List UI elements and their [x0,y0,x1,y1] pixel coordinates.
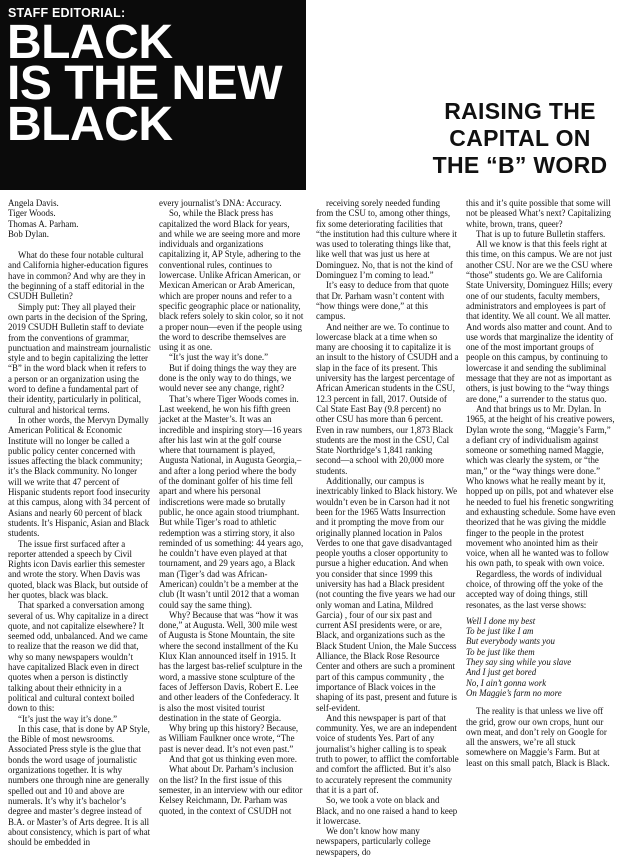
name-line: Angela Davis. [8,198,59,208]
paragraph: And that got us thinking even more. [169,754,297,765]
paragraph: receiving sorely needed funding from the CSU to, among other things, fix some deteriorating facilities that “the institution had this culture where it was used to tolerating things like that, like well that was just us here at Dominguez. No, that is not the kind of Dominguez I’m coming to lead.” [316,198,457,281]
subheadline-line: CAPITAL ON [449,125,591,151]
paragraph: So, we took a vote on black and Black, and no one raised a hand to keep it lowercase. [316,795,458,826]
subheadline-line: RAISING THE [444,98,596,124]
kicker: STAFF EDITORIAL: [8,6,126,20]
article-column-4 [466,198,616,818]
verse-line: To be just like I am [466,626,534,637]
verse-line: They say sing while you slave [466,657,572,668]
article-column-1 [8,198,151,848]
paragraph: Simply put: They all played their own parts in the decision of the Spring, 2019 CSUDH Bulletin staff to deviate from the conventions of grammar, punctuation and mainstream journalistic style and to begin capitalizing the letter “B” in the word black when it refers to a person or an organization using the word to define a fundamental part of their identity, particularly in political, cultural and historical terms. [8,301,151,415]
paragraph: That’s where Tiger Woods comes in. Last weekend, he won his fifth green jacket at the Master’s. It was an incredible and inspiring story—16 years after his last win at the golf course where that tournament is played, Augusta National, in Augusta Georgia,–and after a long period where the body of the dominant golfer of his time fell apart and where his personal indiscretions were made so brutally public, he once again stood triumphant. But while Tiger’s road to athletic redemption was a stirring story, it also reminded of us something: 44 years ago, he couldn’t have even played at that tournament, and 29 years ago, a Black man (Tiger’s dad was African-American) couldn’t be a member at the club (It wasn’t until 2012 that a woman could say the same thing). [159,393,304,610]
paragraph: But if doing things the way they are done is the only way to do things, we would never see any change, right? [159,362,297,394]
verse-line: On Maggie’s farm no more [466,687,562,698]
paragraph: “It’s just the way it’s done.” [169,352,269,363]
headline-box [0,0,306,190]
verse-line: And I just get bored [466,667,537,678]
headline-line: IS THE NEW [7,57,283,110]
paragraph: Additionally, our campus is inextricably linked to Black history. We wouldn’t even be in Carson had it not been for the 1965 Watts Insurrection and it prompting the move from our originally planned location in Palos Verdes to one that gave disadvantaged people youths a closer opportunity to pursue a higher education. And when you consider that since 1999 this university has had a Black president (not counting the five years we had our only woman and Latina, Mildred Garcia) , four of our six past and current ASI presidents were, or are, Black, and organizations such as the Black Student Union, the Male Success Alliance, the Black Rose Resource Center and others are such a prominent part of this campus community , the importance of Black voices in the shaping of its past, present and future is self-evident. [316,476,458,713]
article-column-3 [316,198,459,857]
paragraph: We don’t know how many newspapers, particularly college newspapers, do [316,826,431,857]
paragraph: That is up to future Bulletin staffers. [476,228,606,239]
verse-line: Well I done my best [466,615,536,626]
paragraph: What do these four notable cultural and California higher-education figures have in common? And why are they in the beginning of a staff editorial in the CSUDH Bulletin? [8,250,149,302]
name-line: Thomas A. Parham. [8,218,79,229]
name-line: Bob Dylan. [8,228,49,239]
subheadline-line: THE “B” WORD [432,152,608,178]
paragraph: So, while the Black press has capitalized the word Black for years, and while we are seeing more and more individuals and organizations capitalizing it, AP Style, adhering to the conventional rules, continues to lowercase. Unlike African American, or Mexican American or Arab American, which are proper nouns and refer to a specific geographic place or nationality, black refers solely to skin color, so it not a proper noun—even if the people using the word to describe themselves are using it as one. [159,208,304,353]
paragraph: And neither are we. To continue to lowercase black at a time when so many are choosing it to capitalize it is an insult to the history of CSUDH and a slap in the face of its present. This university has the largest percentage of African American students in the CSU, 12.3 percent in fall, 2017. Outside of Cal State East Bay (9.8 percent) no other CSU has more than 6 percent. Even in raw numbers, our 1,873 Black students are the most in the CSU, Cal State Northridge’s 1,841 ranking second—a school with 20,000 more students. [316,321,459,476]
paragraph: Regardless, the words of individual choice, of throwing off the yoke of the accepted way of doing things, still resonates, as the last verse shows: [466,568,603,610]
paragraph: In other words, the Mervyn Dymally American Political & Economic Institute will no longer be called a public policy center concerned with issues affecting the black community; it’s the Black community. No longer will we write that 47 percent of Hispanic students report food insecurity at this campus, along with 34 percent of Asians and nearly 60 percent of black students. It’s Hispanic, Asian and Black students. [8,414,150,539]
paragraph: What about Dr. Parham’s inclusion on the list? In the first issue of this semester, in an interview with our editor Kelsey Reichmann, Dr. Parham was quoted, in the context of CSUDH not [159,764,303,816]
headline-line: BLACK [7,16,173,69]
paragraph: The issue first surfaced after a reporter attended a speech by Civil Rights icon Davis earlier this semester and wrote the story. When Davis was quoted, black was Black, but outside of her quotes, black was black. [8,538,148,600]
verse-line: But everybody wants you [466,636,555,647]
verse-line: To be just like them [466,646,535,657]
article-column-2 [159,198,304,818]
paragraph: “It’s just the way it’s done.” [18,713,118,724]
name-list [8,198,151,239]
name-line: Tiger Woods. [8,208,56,219]
song-verse [466,616,616,698]
paragraph: That sparked a conversation among several of us. Why capitalize in a direct quote, and not capitalize elsewhere? It seemed odd, unbalanced. And we came to realize that the reason we did that, why so many newspapers wouldn’t have capitalized Black even in direct quotes when a person is distinctly talking about their ethnicity in a political and cultural context boiled down to this: [8,600,149,714]
paragraph: The reality is that unless we live off the grid, grow our own crops, hunt our own meat, and don’t rely on Google for all the answers, we’re all stuck somewhere on Maggie’s Farm. But at least on this small patch, Black is Black. [466,706,610,768]
headline [7,16,283,151]
paragraph: Why? Because that was “how it was done,” at Augusta. Well, 300 mile west of Augusta is Stone Mountain, the site where the second installment of the Ku Klux Klan announced itself in 1915. It has the largest bas-relief sculpture in the word, a massive stone sculpture of the faces of Jefferson Davis, Robert E. Lee and other leaders of the Confederacy. It is also the most visited tourist destination in the state of Georgia. [159,609,303,723]
paragraph: every journalist’s DNA: Accuracy. [159,198,282,208]
headline-line: BLACK [7,98,173,151]
paragraph: All we know is that this feels right at this time, on this campus. We are not just another CSU. Nor are we the CSU where “those” students go. We are California State University, Dominguez Hills; every one of our students, faculty members, administrators and employees is part of that identity. We all count. We all matter. And words also matter and count. And to use words that marginalize the identity of one of the most important groups of people on this campus, by continuing to lowercase it and sending the subliminal message that they are not as important as others, is just bowing to the “way things are done,” a surrender to the status quo. [466,239,614,404]
paragraph: It’s easy to deduce from that quote that Dr. Parham wasn’t content with “how things were done,” at this campus. [316,280,449,322]
paragraph: And this newspaper is part of that community. Yes, we are an independent voice of students Yes. Part of any journalist’s higher calling is to speak truth to power, to afflict the comfortable and comfort the afflicted. But it’s also to accurately represent the community that it is a part of. [316,712,459,795]
subheadline [420,98,620,179]
verse-line: No, I ain’t gonna work [466,677,547,688]
paragraph: Why bring up this history? Because, as William Faulkner once wrote, “The past is never dead. It’s not even past.” [159,723,299,754]
paragraph: In this case, that is done by AP Style, the Bible of most newsrooms. Associated Press style is the glue that bonds the word usage of journalistic organizations together. It is why numbers one through nine are generally spelled out and 10 and above are numerals. It’s why it’s bachelor’s degree and master’s degree instead of B.A. or Master’s of Arts degree. It is all about consistency, which is part of what should be embedded in [8,723,151,848]
paragraph: And that brings us to Mr. Dylan. In 1965, at the height of his creative powers, Dylan wrote the song, “Maggie’s Farm,” a defiant cry of individualism against someone or something named Maggie, which was clearly the system, or “the man,” or the “way things were done.” Who knows what he really meant by it, hopped up on pills, pot and whatever else he needed to fuel his frenetic songwriting and exhausting schedule. Some have even theorized that he was giving the middle finger to the people in the protest movement who anointed him as their voice, when all he wanted was to follow his own path, to speak with own voice. [466,403,616,569]
paragraph: this and it’s quite possible that some will not be pleased What’s next? Capitalizing white, brown, trans, queer? [466,198,611,229]
